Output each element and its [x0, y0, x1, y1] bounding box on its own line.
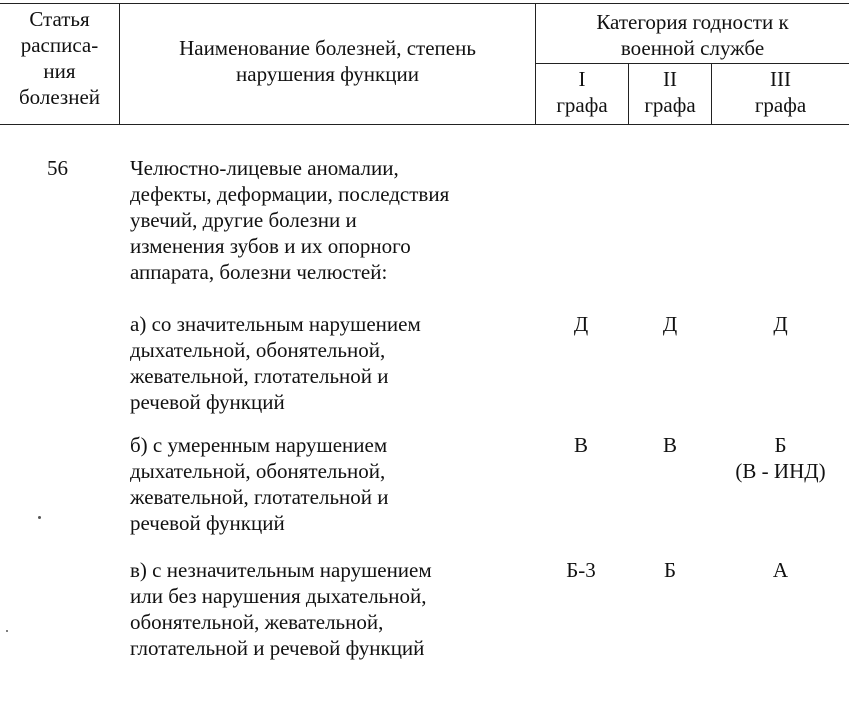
- header-article-line: болезней: [18, 85, 101, 109]
- item-b-grafa-2: В: [662, 433, 677, 457]
- scan-speck: [38, 516, 41, 519]
- header-category-line: военной службе: [620, 36, 765, 60]
- grafa-label: графа: [556, 93, 608, 117]
- header-bottom-rule: [0, 124, 849, 125]
- item-a-grafa-2: Д: [662, 312, 678, 336]
- category-value: А: [772, 558, 789, 582]
- item-line: речевой функций: [130, 390, 285, 414]
- category-value-note: (В - ИНД): [735, 459, 826, 483]
- header-grafa-rule: [535, 63, 849, 64]
- category-value: Б: [774, 433, 787, 457]
- article-title: [130, 155, 530, 285]
- header-article-line: расписа-: [20, 33, 99, 57]
- item-a-grafa-1: Д: [573, 312, 589, 336]
- grafa-label: графа: [754, 93, 807, 117]
- item-line: обонятельной, жевательной,: [130, 610, 384, 634]
- header-grafa-1: [536, 66, 628, 118]
- article-title-line: Челюстно-лицевые аномалии,: [130, 156, 399, 180]
- grafa-number: II: [663, 67, 677, 91]
- header-top-rule: [0, 3, 849, 4]
- header-name-line: Наименование болезней, степень: [179, 36, 476, 60]
- item-v-grafa-1: Б-3: [566, 558, 596, 582]
- item-a-grafa-3: [712, 311, 849, 337]
- header-article-col: [0, 6, 119, 110]
- article-title-line: увечий, другие болезни и: [130, 208, 357, 232]
- item-line: а) со значительным нарушением: [130, 312, 421, 336]
- item-line: глотательной и речевой функций: [130, 636, 425, 660]
- item-line: жевательной, глотательной и: [130, 364, 389, 388]
- item-a-description: [130, 311, 530, 415]
- grafa-label: графа: [644, 93, 696, 117]
- item-b-description: [130, 432, 530, 536]
- header-article-line: Статья: [29, 7, 90, 31]
- header-category-col: [536, 9, 849, 61]
- category-value: Д: [773, 312, 788, 336]
- header-grafa-2: [629, 66, 711, 118]
- item-line: речевой функций: [130, 511, 285, 535]
- item-line: дыхательной, обонятельной,: [130, 459, 386, 483]
- header-name-line: нарушения функции: [236, 62, 419, 86]
- item-b-grafa-3: [712, 432, 849, 484]
- item-v-grafa-2: Б: [663, 558, 677, 582]
- item-b-grafa-1: В: [573, 433, 588, 457]
- item-line: дыхательной, обонятельной,: [130, 338, 386, 362]
- article-title-line: изменения зубов и их опорного: [130, 234, 411, 258]
- article-number: 56: [47, 156, 68, 180]
- grafa-number: I: [578, 67, 586, 91]
- header-category-line: Категория годности к: [596, 10, 789, 34]
- grafa-number: III: [770, 67, 791, 91]
- header-name-col: [120, 35, 535, 87]
- item-v-description: [130, 557, 530, 661]
- article-title-line: дефекты, деформации, последствия: [130, 182, 450, 206]
- scan-speck: [6, 630, 8, 632]
- table-header: [0, 3, 849, 125]
- header-article-line: ния: [43, 59, 76, 83]
- article-title-line: аппарата, болезни челюстей:: [130, 260, 388, 284]
- header-grafa-3: [712, 66, 849, 118]
- item-v-grafa-3: [712, 557, 849, 583]
- item-line: жевательной, глотательной и: [130, 485, 389, 509]
- item-line: б) с умеренным нарушением: [130, 433, 388, 457]
- item-line: или без нарушения дыхательной,: [130, 584, 427, 608]
- item-line: в) с незначительным нарушением: [130, 558, 432, 582]
